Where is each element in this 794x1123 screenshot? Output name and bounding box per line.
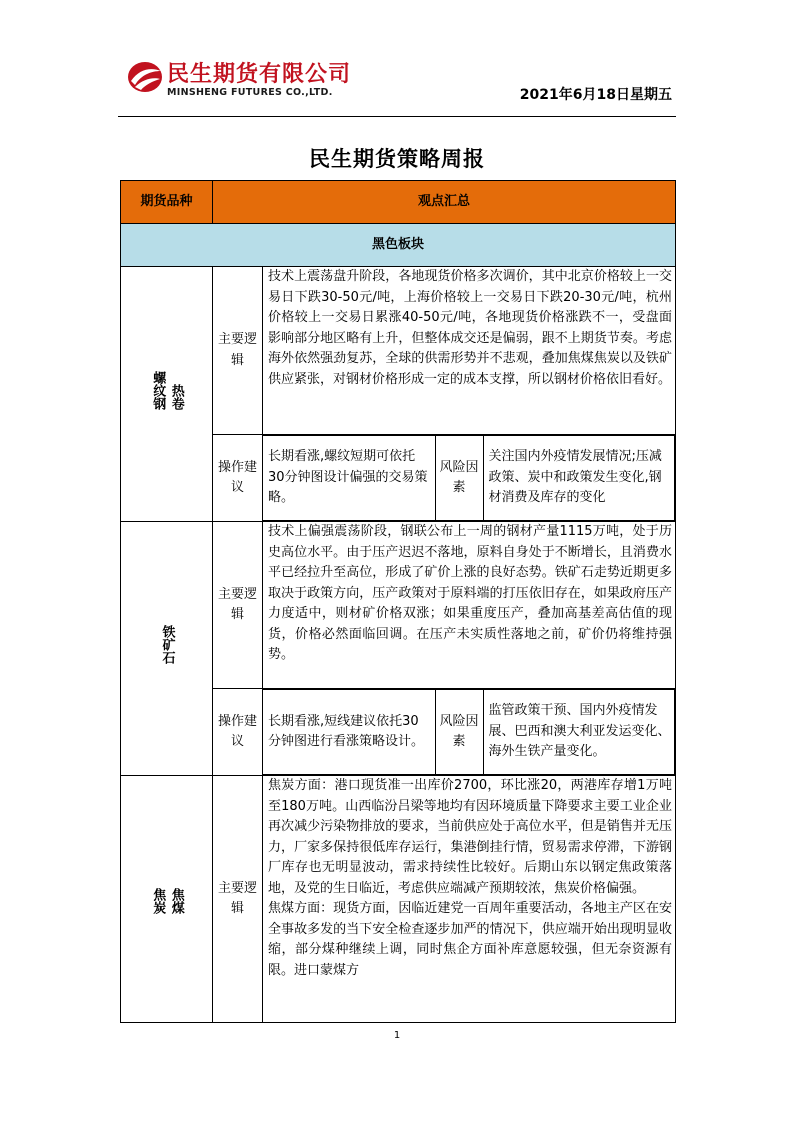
page-number: 1 bbox=[393, 1030, 401, 1041]
product-name: 铁矿石 bbox=[159, 625, 175, 665]
table-header-row bbox=[121, 181, 676, 224]
logic-cell bbox=[263, 776, 676, 1023]
table-row bbox=[121, 522, 676, 689]
product-cell bbox=[121, 267, 213, 522]
product-name: 热卷 bbox=[168, 384, 184, 411]
table-row bbox=[121, 776, 676, 1023]
header-divider bbox=[118, 116, 676, 117]
company-logo-icon bbox=[127, 59, 163, 95]
strategy-table bbox=[120, 180, 676, 1023]
company-name-cn: 民生期货有限公司 bbox=[167, 62, 352, 87]
company-logo bbox=[127, 57, 367, 103]
product-name: 焦炭 bbox=[150, 888, 166, 915]
action-risk-cell bbox=[263, 689, 676, 776]
logic-text: 焦炭方面：港口现货准一出库价2700，环比涨20，两港库存增1万吨至180万吨。山西临汾吕梁等地均有因环境质量下降要求主要工业企业再次减少污染物排放的要求，当前供应处于高位水平，但是销售并无压力，厂家多保持很低库存运行，集港倒挂行情，贸易需求停滞，下游钢厂库存也无明显波动，需求持续性比较好。后期山东以钢定焦政策落地，及党的生日临近，考虑供应端减产预期较浓，焦炭价格偏强。 bbox=[268, 778, 673, 896]
logic-label: 主要逻辑 bbox=[213, 522, 263, 689]
risk-label: 风险因素 bbox=[435, 690, 483, 775]
action-text: 长期看涨,螺纹短期可依托30分钟图设计偏强的交易策略。 bbox=[263, 436, 435, 521]
product-cell bbox=[121, 776, 213, 1023]
logic-text: 焦煤方面：现货方面，因临近建党一百周年重要活动，各地主产区在安全事故多发的当下安全检查逐步加严的情况下，供应端开始出现明显收缩，部分煤种继续上调，同时焦企方面补库意愿较强，但无奈资源有限。进口蒙煤方 bbox=[268, 901, 673, 978]
action-label: 操作建议 bbox=[213, 435, 263, 522]
logic-label: 主要逻辑 bbox=[213, 267, 263, 435]
risk-text: 监管政策干预、国内外疫情发展、巴西和澳大利亚发运变化、海外生铁产量变化。 bbox=[483, 690, 675, 775]
logic-label: 主要逻辑 bbox=[213, 776, 263, 1023]
section-row bbox=[121, 224, 676, 267]
action-risk-cell bbox=[263, 435, 676, 522]
table-row bbox=[121, 267, 676, 435]
risk-text: 关注国内外疫情发展情况;压减政策、炭中和政策发生变化,钢材消费及库存的变化 bbox=[483, 436, 675, 521]
report-title: 民生期货策略周报 bbox=[309, 147, 485, 171]
product-name: 螺纹钢 bbox=[150, 371, 166, 411]
product-cell bbox=[121, 522, 213, 776]
col-header-product: 期货品种 bbox=[121, 181, 213, 224]
company-name-en: MINSHENG FUTURES CO.,LTD. bbox=[167, 87, 333, 98]
logic-text: 技术上震荡盘升阶段，各地现货价格多次调价，其中北京价格较上一交易日下跌30-50元/吨，上海价格较上一交易日下跌20-30元/吨，杭州价格较上一交易日累涨40-50元/吨，各地现货价格涨跌不一，受盘面影响部分地区略有上升，但整体成交还是偏弱，跟不上期货节奏。考虑海外依然强劲复苏，全球的供需形势并不悲观，叠加焦煤焦炭以及铁矿供应紧张，对钢材价格形成一定的成本支撑，所以钢材价格依旧看好。 bbox=[263, 267, 676, 435]
action-risk-table bbox=[263, 689, 675, 775]
product-name: 焦煤 bbox=[168, 888, 184, 915]
report-date: 2021年6月18日星期五 bbox=[519, 87, 672, 103]
action-label: 操作建议 bbox=[213, 689, 263, 776]
logic-text: 技术上偏强震荡阶段，钢联公布上一周的钢材产量1115万吨，处于历史高位水平。由于压产迟迟不落地，原料自身处于不断增长，且消费水平已经拉升至高位，形成了矿价上涨的良好态势。铁矿石走势近期更多取决于政策方向，压产政策对于原料端的打压依旧存在，如果政府压产力度适中，则材矿价格双涨；如果重度压产，叠加高基差高估值的现货，价格必然面临回调。在压产未实质性落地之前，矿价仍将维持强势。 bbox=[263, 522, 676, 689]
section-title: 黑色板块 bbox=[121, 224, 676, 267]
risk-label: 风险因素 bbox=[435, 436, 483, 521]
col-header-summary: 观点汇总 bbox=[213, 181, 676, 224]
action-risk-table bbox=[263, 435, 675, 521]
action-text: 长期看涨,短线建议依托30分钟图进行看涨策略设计。 bbox=[263, 690, 435, 775]
